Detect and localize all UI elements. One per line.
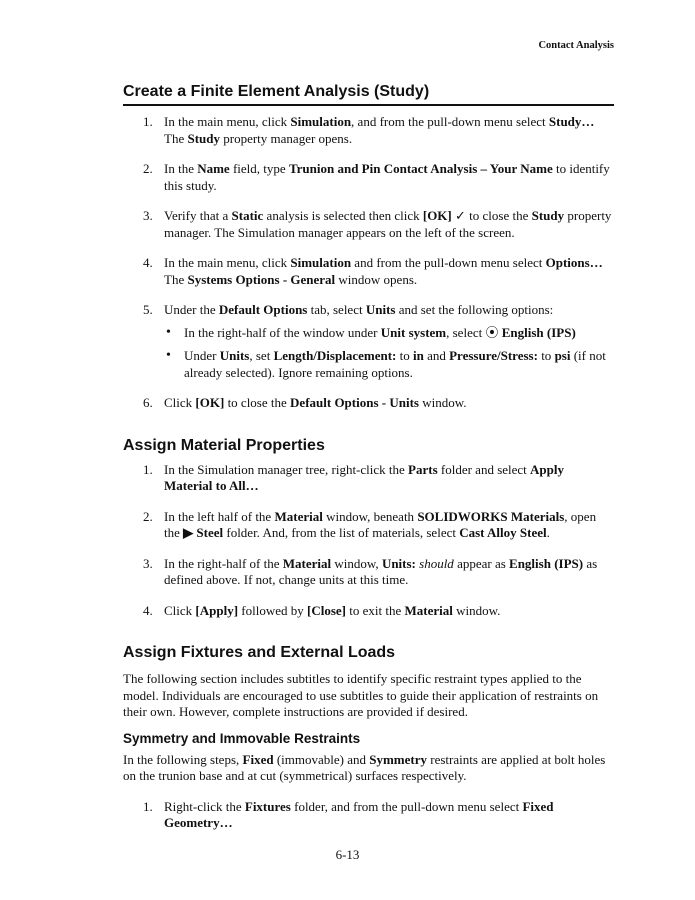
section-title-fixtures: Assign Fixtures and External Loads bbox=[123, 644, 396, 661]
running-header: Contact Analysis bbox=[538, 40, 614, 51]
list-item: • In the right-half of the window under Unit system, select ⦿ English (IPS) bbox=[164, 325, 614, 342]
page-number: 6-13 bbox=[335, 847, 360, 862]
list-item: 4. In the main menu, click Simulation and from the pull-down menu select Options… The Systems Options - General window opens. bbox=[143, 255, 603, 287]
fixtures-intro: The following section includes subtitles to identify specific restraint types applied to the model. Individuals are encouraged to use subtitles to guide their application of restraints on their own. However, complete instructions are provided if desired. bbox=[123, 671, 599, 719]
list-item: 4. Click [Apply] followed by [Close] to exit the Material window. bbox=[143, 602, 501, 618]
list-item: 2. In the left half of the Material window, beneath SOLIDWORKS Materials, open the ▶ Steel folder. And, from the list of materials, select Cast Alloy Steel. bbox=[143, 508, 597, 540]
study-steps bbox=[123, 114, 614, 412]
list-item: 1. In the Simulation manager tree, right-click the Parts folder and select Apply Material to All… bbox=[143, 461, 565, 493]
section-title-material: Assign Material Properties bbox=[123, 436, 325, 454]
list-item: • Under Units, set Length/Displacement: to in and Pressure/Stress: to psi (if not already selected). Ignore remaining options. bbox=[164, 348, 614, 381]
list-item: 6. Click [OK] to close the Default Options - Units window. bbox=[143, 395, 467, 410]
list-item: 3. In the right-half of the Material window, Units: should appear as English (IPS) as defined above. If not, change units at this time. bbox=[143, 555, 598, 587]
section-title-study: Create a Finite Element Analysis (Study) bbox=[123, 72, 614, 106]
list-item: 5. Under the Default Options tab, select Units and set the following options: • In the right-half of the window under Unit system, select ⦿ English (IPS) • Under Units, set Length/Displacement: to in and Pressure/Stress: to psi (if not already selected). Ignore remaining options. bbox=[123, 302, 614, 381]
list-item: 2. In the Name field, type Trunion and Pin Contact Analysis – Your Name to identify this study. bbox=[143, 161, 610, 193]
page-content bbox=[123, 72, 614, 846]
units-options-list bbox=[164, 325, 614, 382]
restraint-steps bbox=[123, 799, 614, 832]
list-item: 1. In the main menu, click Simulation, and from the pull-down menu select Study… The Study property manager opens. bbox=[143, 114, 595, 146]
material-steps bbox=[123, 462, 614, 620]
list-item: 1. Right-click the Fixtures folder, and from the pull-down menu select Fixed Geometry… bbox=[143, 798, 554, 830]
list-item: 3. Verify that a Static analysis is selected then click [OK] ✓ to close the Study property manager. The Simulation manager appears on the left of the screen. bbox=[143, 208, 612, 240]
subsection-title-restraints: Symmetry and Immovable Restraints bbox=[123, 730, 361, 746]
restraints-intro: In the following steps, Fixed (immovable) and Symmetry restraints are applied at bolt holes on the trunion base and at cut (symmetrical) surfaces respectively. bbox=[123, 751, 606, 783]
